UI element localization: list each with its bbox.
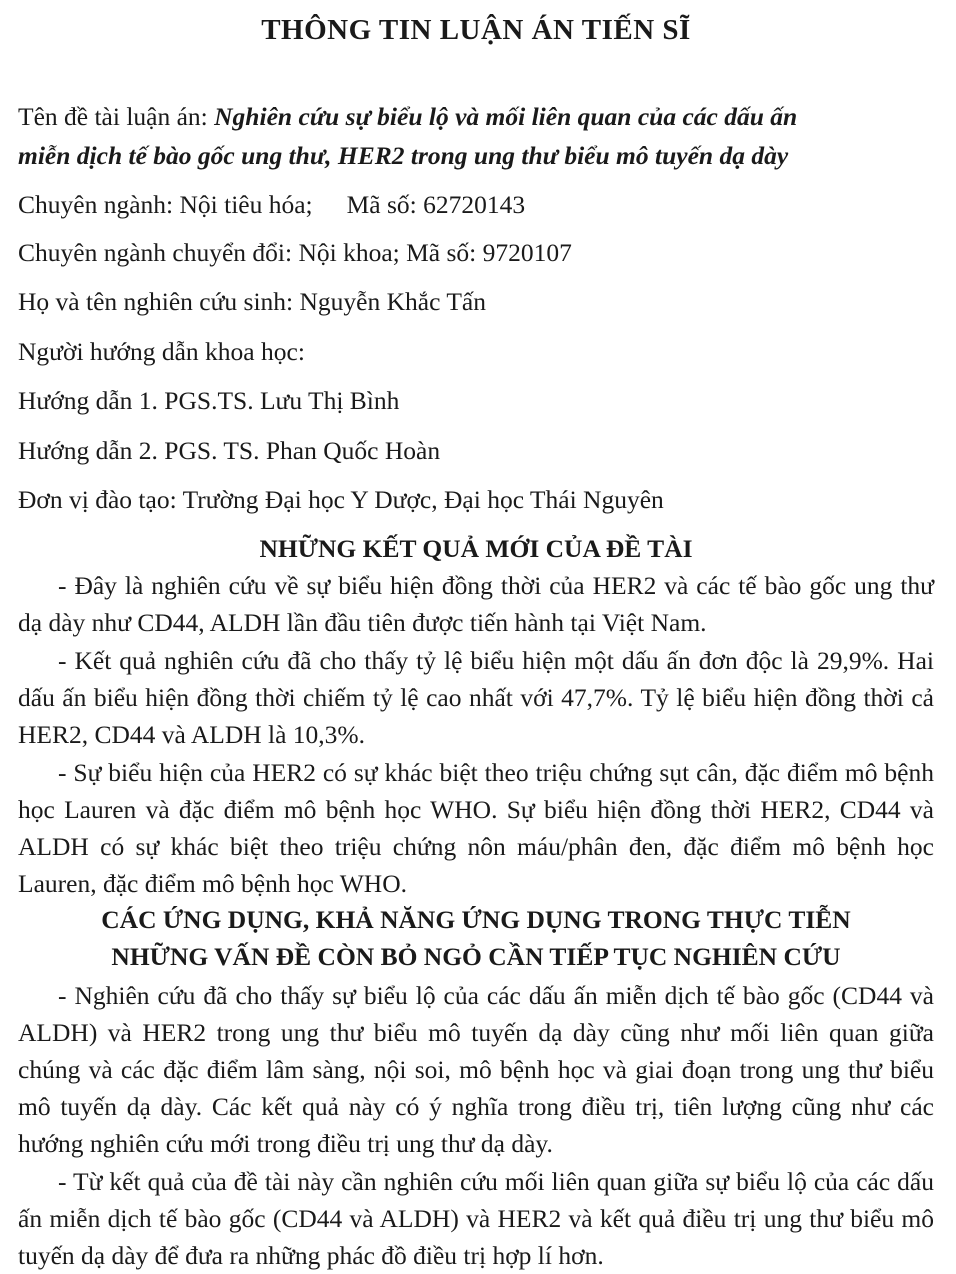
applications-heading-line1: CÁC ỨNG DỤNG, KHẢ NĂNG ỨNG DỤNG TRONG THỰC TIỄN xyxy=(101,905,851,934)
major-code: Mã số: 62720143 xyxy=(346,190,526,219)
applications-paragraph-2: - Từ kết quả của đề tài này cần nghiên cứu mối liên quan giữa sự biểu lộ của các dấu ấn miễn dịch tế bào gốc (CD44 và ALDH) và HER2 và kết quả điều trị ung thư biểu mô tuyến dạ dày để đưa ra những phác đồ điều trị hợp lí hơn. xyxy=(18,1167,934,1270)
supervisor-2: Hướng dẫn 2. PGS. TS. Phan Quốc Hoàn xyxy=(18,436,441,465)
new-results-heading: NHỮNG KẾT QUẢ MỚI CỦA ĐỀ TÀI xyxy=(259,534,693,563)
training-institution: Đơn vị đào tạo: Trường Đại học Y Dược, Đại học Thái Nguyên xyxy=(18,485,664,514)
supervisor-1: Hướng dẫn 1. PGS.TS. Lưu Thị Bình xyxy=(18,386,400,415)
major-line xyxy=(18,190,525,220)
page-title: THÔNG TIN LUẬN ÁN TIẾN SĨ xyxy=(261,14,691,46)
thesis-topic-label: Tên đề tài luận án: xyxy=(18,102,215,131)
major-label: Chuyên ngành: Nội tiêu hóa; xyxy=(18,190,313,219)
applications-heading-line2: NHỮNG VẤN ĐỀ CÒN BỎ NGỎ CẦN TIẾP TỤC NGHIÊN CỨU xyxy=(111,942,841,971)
new-results-paragraph-2: - Kết quả nghiên cứu đã cho thấy tỷ lệ biểu hiện một dấu ấn đơn độc là 29,9%. Hai dấu ấn biểu hiện đồng thời chiếm tỷ lệ cao nhất với 47,7%. Tỷ lệ biểu hiện đồng thời cả HER2, CD44 và ALDH là 10,3%. xyxy=(18,646,934,749)
converted-major-label: Chuyên ngành chuyển đổi: Nội khoa; xyxy=(18,238,400,267)
new-results-paragraph-3: - Sự biểu hiện của HER2 có sự khác biệt theo triệu chứng sụt cân, đặc điểm mô bệnh học Lauren và đặc điểm mô bệnh học WHO. Sự biểu hiện đồng thời HER2, CD44 và ALDH có sự khác biệt theo triệu chứng nôn máu/phân đen, đặc điểm mô bệnh học Lauren, đặc điểm mô bệnh học WHO. xyxy=(18,758,934,898)
supervisors-label: Người hướng dẫn khoa học: xyxy=(18,337,305,366)
student-name: Họ và tên nghiên cứu sinh: Nguyễn Khắc Tấn xyxy=(18,287,486,316)
converted-major-line xyxy=(18,238,572,268)
thesis-topic-title: Nghiên cứu sự biểu lộ và mối liên quan của các dấu ấn xyxy=(214,102,798,131)
applications-paragraph-1: - Nghiên cứu đã cho thấy sự biểu lộ của các dấu ấn miễn dịch tế bào gốc (CD44 và ALDH) và HER2 trong ung thư biểu mô tuyến dạ dày cũng như mối liên quan giữa chúng và các đặc điểm lâm sàng, nội soi, mô bệnh học và giai đoạn trong ung thư biểu mô tuyến dạ dày. Các kết quả này có ý nghĩa trong điều trị, tiên lượng cũng như các hướng nghiên cứu mới trong điều trị ung thư dạ dày. xyxy=(18,981,934,1158)
thesis-topic-line1 xyxy=(18,102,797,132)
new-results-paragraph-1: - Đây là nghiên cứu về sự biểu hiện đồng thời của HER2 và các tế bào gốc ung thư dạ dày như CD44, ALDH lần đầu tiên được tiến hành tại Việt Nam. xyxy=(18,571,934,637)
converted-major-code: Mã số: 9720107 xyxy=(406,238,572,267)
thesis-topic-line2: miễn dịch tế bào gốc ung thư, HER2 trong ung thư biểu mô tuyến dạ dày xyxy=(18,141,789,170)
